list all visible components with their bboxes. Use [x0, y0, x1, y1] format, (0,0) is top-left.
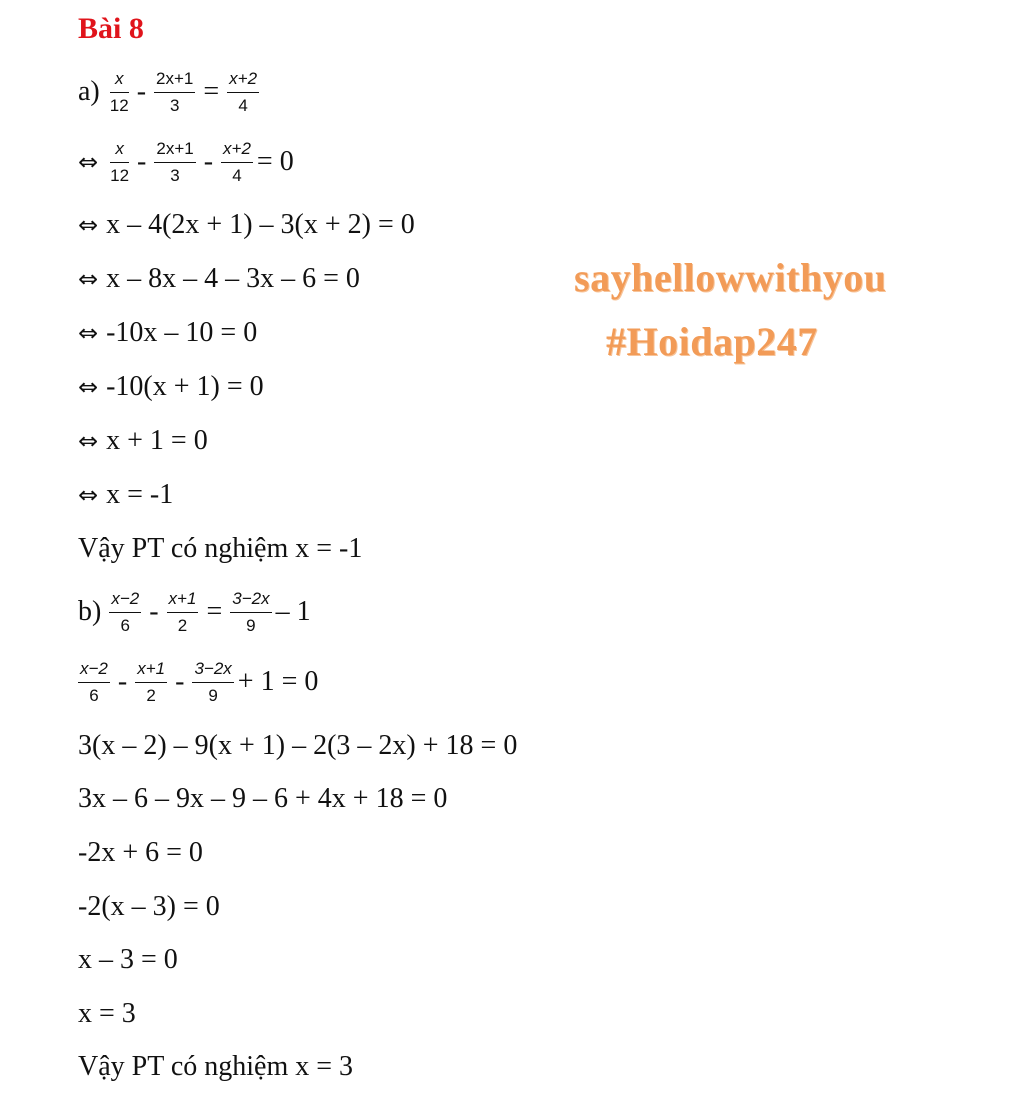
equation-rhs: = 0	[256, 146, 294, 177]
fraction	[135, 659, 167, 706]
numerator: 2x+1	[156, 138, 194, 158]
conclusion-text: Vậy PT có nghiệm x = 3	[78, 1051, 354, 1082]
denominator: 12	[109, 95, 129, 115]
part-b-step	[78, 930, 178, 990]
part-b-step	[78, 652, 318, 712]
iff-symbol: ⇔	[78, 427, 99, 455]
part-a-step	[78, 411, 208, 471]
denominator: 9	[246, 615, 256, 635]
iff-symbol: ⇔	[78, 319, 99, 347]
part-a-conclusion	[78, 519, 362, 579]
step-text: x – 8x – 4 – 3x – 6 = 0	[106, 263, 360, 294]
part-a-step	[78, 249, 360, 309]
step-text: x = 3	[78, 998, 136, 1029]
denominator: 4	[232, 165, 242, 185]
part-a-step	[78, 357, 264, 417]
fraction	[154, 69, 195, 116]
fraction	[110, 139, 129, 186]
part-b-step	[78, 716, 517, 776]
iff-symbol: ⇔	[78, 265, 99, 293]
fraction	[110, 69, 129, 116]
part-b-step	[78, 769, 447, 829]
step-text: 3(x – 2) – 9(x + 1) – 2(3 – 2x) + 18 = 0	[78, 730, 518, 761]
watermark-name: sayhellowwithyou	[574, 255, 887, 300]
part-b-step	[78, 877, 220, 937]
fraction	[154, 139, 195, 186]
numerator: x+2	[229, 68, 258, 88]
step-text: x – 3 = 0	[78, 944, 178, 975]
operator: -	[137, 146, 147, 177]
part-b-equation	[78, 582, 311, 642]
numerator: x+2	[223, 138, 251, 158]
step-text: -2(x – 3) = 0	[78, 891, 220, 922]
step-text: x = -1	[106, 479, 174, 510]
numerator: x−2	[111, 588, 140, 608]
denominator: 2	[146, 685, 156, 705]
operator: =	[203, 76, 220, 107]
fraction	[78, 659, 110, 706]
fraction	[230, 589, 271, 636]
equation-tail: – 1	[275, 596, 311, 627]
part-b-conclusion	[78, 1037, 353, 1097]
conclusion-text: Vậy PT có nghiệm x = -1	[78, 533, 363, 564]
exercise-title: Bài 8	[78, 12, 144, 45]
fraction	[192, 659, 233, 706]
denominator: 2	[177, 615, 188, 635]
step-text: 3x – 6 – 9x – 9 – 6 + 4x + 18 = 0	[78, 783, 448, 814]
iff-symbol: ⇔	[78, 148, 99, 176]
step-text: -10x – 10 = 0	[106, 317, 258, 348]
part-a-equation	[78, 62, 263, 122]
numerator: x−2	[80, 658, 108, 678]
denominator: 6	[89, 685, 99, 705]
denominator: 6	[120, 615, 130, 635]
fraction	[227, 69, 259, 116]
part-b-step	[78, 823, 203, 883]
denominator: 3	[169, 95, 180, 115]
numerator: 3−2x	[232, 588, 270, 608]
operator: -	[136, 76, 147, 107]
denominator: 3	[170, 165, 180, 185]
part-a-step	[78, 303, 257, 363]
fraction	[221, 139, 253, 186]
operator: -	[149, 596, 159, 627]
operator: -	[203, 146, 214, 177]
step-text: x + 1 = 0	[106, 425, 208, 456]
iff-symbol: ⇔	[78, 373, 99, 401]
part-a-step	[78, 132, 294, 192]
part-b-step	[78, 984, 136, 1044]
iff-symbol: ⇔	[78, 211, 99, 239]
numerator: x	[115, 138, 124, 158]
fraction	[167, 589, 199, 636]
denominator: 12	[110, 165, 130, 185]
operator: -	[117, 666, 128, 697]
part-a-label: a)	[78, 76, 100, 107]
step-text: -2x + 6 = 0	[78, 837, 203, 868]
part-b-label: b)	[78, 596, 102, 627]
part-a-step	[78, 195, 415, 255]
denominator: 4	[238, 95, 248, 115]
numerator: 2x+1	[156, 68, 194, 88]
numerator: x+1	[168, 588, 197, 608]
denominator: 9	[208, 685, 218, 705]
iff-symbol: ⇔	[78, 481, 99, 509]
numerator: 3−2x	[194, 658, 232, 678]
step-text: -10(x + 1) = 0	[106, 371, 264, 402]
numerator: x	[114, 68, 124, 88]
fraction	[109, 589, 141, 636]
step-text: x – 4(2x + 1) – 3(x + 2) = 0	[106, 209, 415, 240]
operator: -	[175, 666, 185, 697]
part-a-step	[78, 465, 173, 525]
equation-tail: + 1 = 0	[237, 666, 319, 697]
numerator: x+1	[137, 658, 166, 678]
watermark-hashtag: #Hoidap247	[606, 319, 818, 364]
operator: =	[206, 596, 223, 627]
